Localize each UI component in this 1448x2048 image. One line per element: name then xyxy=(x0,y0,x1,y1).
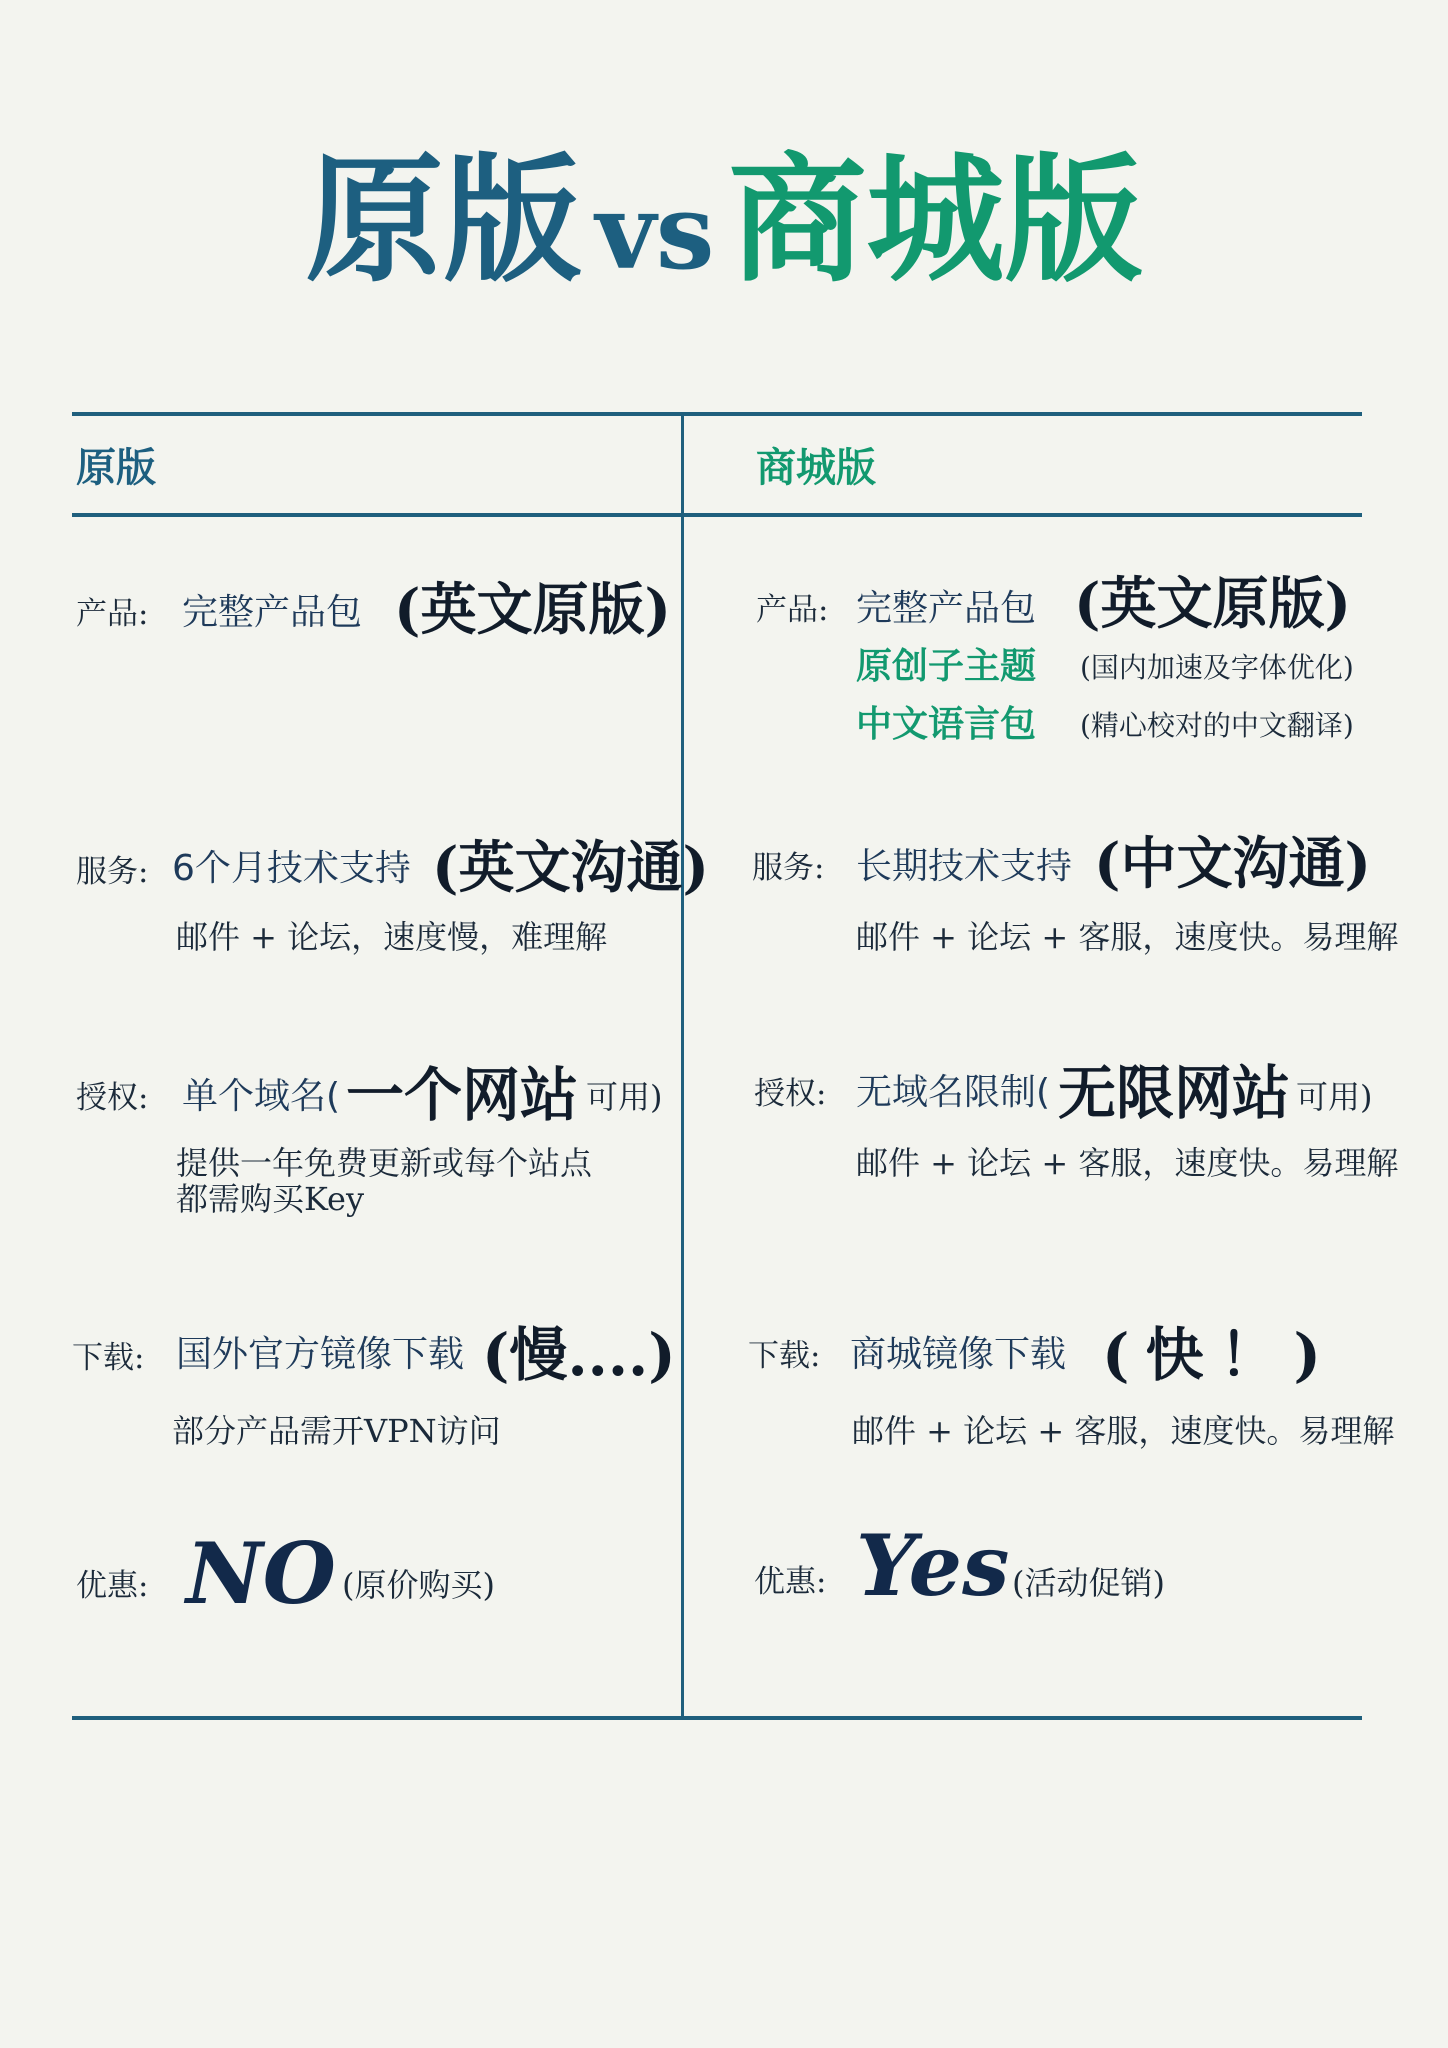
table-header-rule xyxy=(72,513,1362,517)
right-service-note: 邮件 + 论坛 + 客服，速度快。易理解 xyxy=(856,918,1399,956)
right-license-emphasis: 无限网站 xyxy=(1058,1059,1291,1127)
right-license-value: 无域名限制( xyxy=(856,1072,1051,1113)
right-product-extra-lang-note: (精心校对的中文翻译) xyxy=(1080,709,1354,742)
right-discount-label: 优惠: xyxy=(754,1564,827,1600)
right-license-suffix: 可用) xyxy=(1296,1078,1373,1116)
right-license-note: 邮件 + 论坛 + 客服，速度快。易理解 xyxy=(856,1144,1399,1182)
left-discount-label: 优惠: xyxy=(76,1568,149,1604)
left-product-label: 产品: xyxy=(76,596,149,632)
right-product-emphasis: (英文原版) xyxy=(1074,571,1351,637)
page-title xyxy=(0,140,1448,312)
left-discount-note: (原价购买) xyxy=(342,1566,495,1604)
left-download-emphasis: (慢....) xyxy=(482,1321,676,1389)
left-service-label: 服务: xyxy=(76,854,149,890)
right-product-extra-lang: 中文语言包 xyxy=(856,704,1037,745)
left-service-note: 邮件 + 论坛，速度慢，难理解 xyxy=(176,918,608,956)
left-license-note-1: 提供一年免费更新或每个站点 xyxy=(176,1144,593,1182)
left-service-value: 6个月技术支持 xyxy=(172,848,411,889)
right-service-label: 服务: xyxy=(752,850,825,886)
right-download-label: 下载: xyxy=(748,1338,821,1374)
right-service-emphasis: (中文沟通) xyxy=(1094,831,1371,897)
right-download-value: 商城镜像下载 xyxy=(850,1334,1067,1375)
right-discount-note: (活动促销) xyxy=(1012,1564,1165,1602)
right-product-label: 产品: xyxy=(756,592,829,628)
left-discount-value: NO xyxy=(186,1524,336,1623)
left-service-emphasis: (英文沟通) xyxy=(432,835,709,901)
right-product-extra-theme-note: (国内加速及字体优化) xyxy=(1080,651,1354,684)
left-license-emphasis: 一个网站 xyxy=(346,1061,579,1129)
right-discount-value: Yes xyxy=(856,1516,1010,1615)
right-download-note: 邮件 + 论坛 + 客服，速度快。易理解 xyxy=(852,1412,1395,1450)
left-download-label: 下载: xyxy=(72,1340,145,1376)
column-divider xyxy=(681,416,684,1716)
left-license-note-2: 都需购买Key xyxy=(176,1180,365,1218)
table-top-rule xyxy=(72,412,1362,416)
right-download-emphasis: (快！) xyxy=(1102,1321,1337,1389)
right-service-value: 长期技术支持 xyxy=(856,846,1073,887)
title-vs: vs xyxy=(595,170,715,293)
left-product-emphasis: (英文原版) xyxy=(394,577,671,643)
left-product-value: 完整产品包 xyxy=(182,592,363,633)
right-product-value: 完整产品包 xyxy=(856,588,1037,629)
left-download-note: 部分产品需开VPN访问 xyxy=(172,1412,501,1450)
right-product-extra-theme: 原创子主题 xyxy=(856,646,1037,687)
table-bottom-rule xyxy=(72,1716,1362,1720)
right-license-label: 授权: xyxy=(754,1076,827,1112)
left-download-value: 国外官方镜像下载 xyxy=(176,1334,465,1375)
column-header-store: 商城版 xyxy=(756,445,876,491)
title-left: 原版 xyxy=(305,138,582,301)
left-license-suffix: 可用) xyxy=(586,1078,663,1116)
title-right: 商城版 xyxy=(728,138,1143,301)
column-header-original: 原版 xyxy=(76,445,156,491)
left-license-value: 单个域名( xyxy=(182,1076,341,1117)
left-license-label: 授权: xyxy=(76,1080,149,1116)
